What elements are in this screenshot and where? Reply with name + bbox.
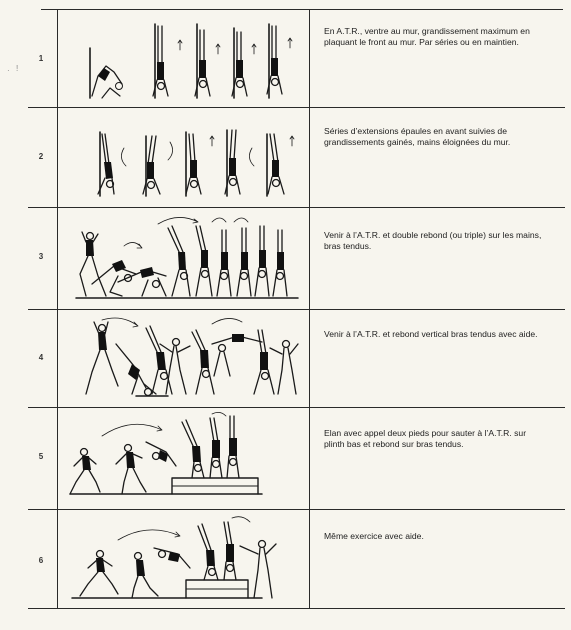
row-number: 5: [38, 452, 44, 461]
wall-handstand-figures: [62, 14, 306, 104]
row-description: Venir à l’A.T.R. et rebond vertical bras tendus avec aide.: [324, 329, 538, 339]
row-divider: [28, 107, 565, 108]
table-top-border: [41, 9, 563, 10]
number-column-border: [57, 9, 58, 609]
double-rebound-figures: [62, 212, 306, 306]
row-divider: [28, 207, 565, 208]
assisted-plinth-jump-figures: [62, 514, 306, 606]
row-number: 6: [38, 556, 44, 565]
row-number: 2: [38, 152, 44, 161]
row-description: Séries d’extensions épaules en avant suivies de grandissements gainés, mains éloignées du mur.: [324, 126, 511, 147]
plinth-jump-figures: [62, 412, 306, 506]
row-description: En A.T.R., ventre au mur, grandissement maximum en plaquant le front au mur. Par séries ou en maintien.: [324, 26, 530, 47]
row-description: Même exercice avec aide.: [324, 531, 424, 541]
row-description: Elan avec appel deux pieds pour sauter à l’A.T.R. sur plinth bas et rebond sur bras tendus.: [324, 428, 527, 449]
scan-mark: !: [16, 64, 19, 73]
row-divider: [28, 509, 565, 510]
table-bottom-border: [28, 608, 565, 609]
row-number: 4: [38, 353, 44, 362]
row-number: 1: [38, 54, 44, 63]
scan-mark: ·: [7, 66, 10, 75]
shoulder-extension-figures: [62, 112, 306, 204]
assisted-rebound-figures: [62, 314, 306, 406]
row-description: Venir à l’A.T.R. et double rebond (ou triple) sur les mains, bras tendus.: [324, 230, 542, 251]
row-number: 3: [38, 252, 44, 261]
row-divider: [28, 407, 565, 408]
figure-column-border: [309, 9, 310, 609]
row-divider: [28, 309, 565, 310]
